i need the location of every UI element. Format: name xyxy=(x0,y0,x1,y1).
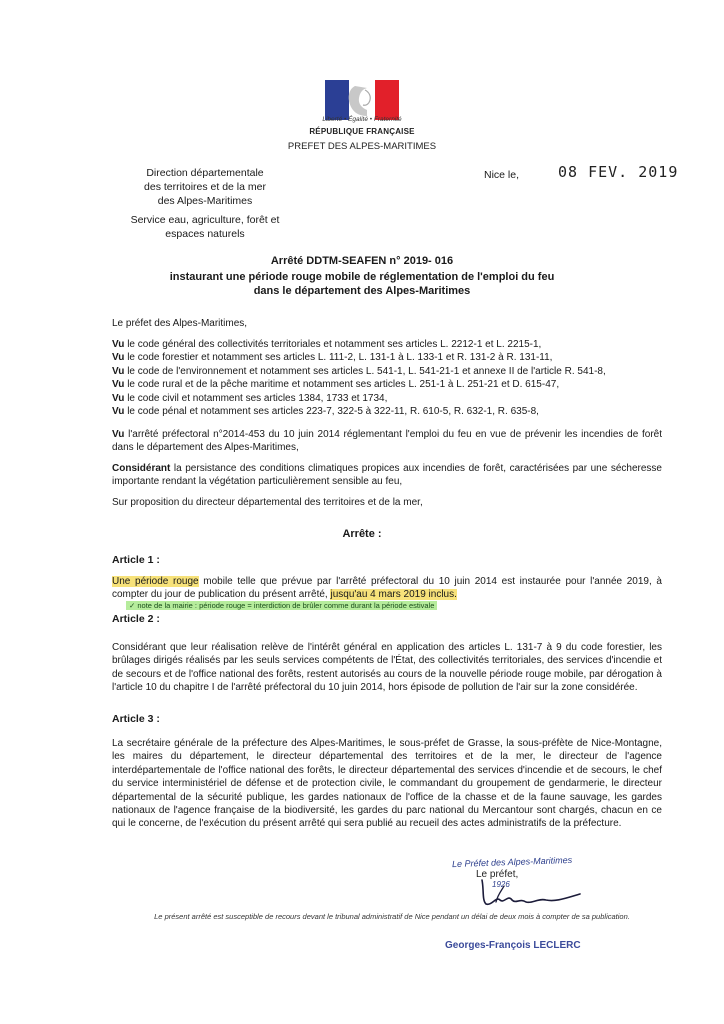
service-line: espaces naturels xyxy=(165,228,245,240)
sur-proposition: Sur proposition du directeur départemental des territoires et de la mer, xyxy=(112,497,423,508)
signer-name: Georges-François LECLERC xyxy=(445,940,581,951)
article1-highlight-start: Une période rouge xyxy=(112,576,199,587)
handwritten-signature xyxy=(476,872,586,912)
intro-line: Le préfet des Alpes-Maritimes, xyxy=(112,318,248,329)
article2-text: Considérant que leur réalisation relève de l'intérêt général en application des articles L. 131-7 à 9 du code forestier, les brûlages dirigés réalisés par les seuls services compétents de l'État, des collectivités territoriales, des services d'incendie et de secours et de l'office national des forêts, restent autorisés au cours de la nouvelle période rouge mobile, par dérogation à l'article 10 du chapitre I de l'arrêté préfectoral du 10 juin 2014, hors épisode de pollution de l'air sur la zone considérée. xyxy=(112,642,662,694)
vu-word: Vu xyxy=(112,392,125,404)
vu-word: Vu xyxy=(112,405,125,417)
mairie-note: ✓ note de la mairie : période rouge = interdiction de brûler comme durant la période estivale xyxy=(126,601,437,610)
article1-heading: Article 1 : xyxy=(112,554,160,566)
vu-arrete-text: l'arrêté préfectoral n°2014-453 du 10 juin 2014 réglementant l'emploi du feu en vue de prévenir les incendies de forêt dans le département des Alpes-Maritimes, xyxy=(112,429,662,454)
vu-word: Vu xyxy=(112,352,125,364)
decree-title xyxy=(80,270,644,298)
considerant-word: Considérant xyxy=(112,463,171,474)
vu-text: le code forestier et notamment ses articles L. 111-2, L. 131-1 à L. 133-1 et R. 131-2 à R. 131-11, xyxy=(127,352,553,364)
vu-item xyxy=(112,338,632,351)
direction-block xyxy=(120,166,290,208)
decree-title-line: instaurant une période rouge mobile de réglementation de l'emploi du feu xyxy=(169,271,555,283)
vu-word: Vu xyxy=(112,365,125,377)
service-line: Service eau, agriculture, forêt et xyxy=(130,214,280,226)
article2-heading: Article 2 : xyxy=(112,613,160,625)
article3-text: La secrétaire générale de la préfecture des Alpes-Maritimes, le sous-préfet de Grasse, la sous-préfète de Nice-Montagne, les maires du département, le directeur départemental des territoires et de la mer, le directeur de l'agence interdépartementale de l'office national des forêts, le directeur départemental des services d'incendie et de secours, le chef du service interministériel de défense et de protection civile, le commandant du groupement de gendarmerie, le directeur départemental de la sécurité publique, les gardes nationaux de l'office de la chasse et de la faune sauvage, les gardes nationaux de l'agence française de la biodiversité, les gardes du parc national du Mercantour sont chargés, chacun en ce qui le concerne, de l'exécution du présent arrêté qui sera publié au recueil des actes administratifs de la préfecture. xyxy=(112,738,662,830)
vu-word: Vu xyxy=(112,379,125,391)
direction-line: Direction départementale xyxy=(146,167,264,179)
republic-name: RÉPUBLIQUE FRANÇAISE xyxy=(309,127,415,136)
considerant-paragraph xyxy=(112,462,662,489)
arrete-heading: Arrête : xyxy=(342,528,382,540)
marianne-logo xyxy=(325,80,399,120)
republic-motto: Liberté • Égalité • Fraternité xyxy=(322,116,402,123)
vu-text: le code rural et de la pêche maritime et notamment ses articles L. 251-1 à L. 251-21 et D. 615-47, xyxy=(127,379,560,391)
vu-item xyxy=(112,365,632,378)
dateline-place: Nice le, xyxy=(484,169,520,181)
vu-item xyxy=(112,378,632,391)
signature-title: Le préfet, xyxy=(476,869,519,880)
decree-title-line: dans le département des Alpes-Maritimes xyxy=(253,285,471,297)
recours-notice: Le présent arrêté est susceptible de recours devant le tribunal administratif de Nice pendant un délai de deux mois à compter de sa publication. xyxy=(154,912,630,921)
direction-line: des Alpes-Maritimes xyxy=(157,195,253,207)
vu-text: le code général des collectivités territoriales et notamment ses articles L. 2212-1 et L. 2215-1, xyxy=(127,339,542,350)
decree-number: Arrêté DDTM-SEAFEN n° 2019- 016 xyxy=(270,255,454,267)
signature-stamp-number: 1926 xyxy=(492,880,510,889)
signature-stamp: Le Préfet des Alpes-Maritimes xyxy=(451,854,573,870)
prefecture-name: PREFET DES ALPES-MARITIMES xyxy=(287,141,437,152)
vu-item xyxy=(112,392,632,405)
vu-item xyxy=(112,405,632,418)
vu-text: le code pénal et notamment ses articles 223-7, 322-5 à 322-11, R. 610-5, R. 632-1, R. 635-8, xyxy=(127,405,539,417)
vu-arrete-paragraph xyxy=(112,428,662,455)
article1-highlight-end: jusqu'au 4 mars 2019 inclus. xyxy=(330,589,457,601)
article3-heading: Article 3 : xyxy=(112,713,160,725)
vu-text: le code civil et notamment ses articles 1384, 1733 et 1734, xyxy=(127,392,388,404)
vu-word: Vu xyxy=(112,429,125,440)
vu-word: Vu xyxy=(112,339,125,350)
dateline-date: 08 FEV. 2019 xyxy=(558,163,679,181)
article1-text xyxy=(112,575,662,602)
vu-list xyxy=(112,338,632,418)
vu-text: le code de l'environnement et notamment ses articles L. 541-1, L. 541-21-1 et annexe II de l'article R. 541-8, xyxy=(127,365,606,377)
considerant-text: la persistance des conditions climatiques propices aux incendies de forêt, caractérisées par une sécheresse importante rendant la végétation particulièrement sensible au feu, xyxy=(112,463,662,488)
direction-line: des territoires et de la mer xyxy=(144,181,266,193)
vu-item xyxy=(112,351,632,364)
service-block xyxy=(110,213,300,241)
article1-text-mid: mobile telle que prévue par l'arrêté préfectoral du 10 juin 2014 est instaurée pour l'année 2019, à compter du jour de publication du présent arrêté, xyxy=(112,576,662,601)
